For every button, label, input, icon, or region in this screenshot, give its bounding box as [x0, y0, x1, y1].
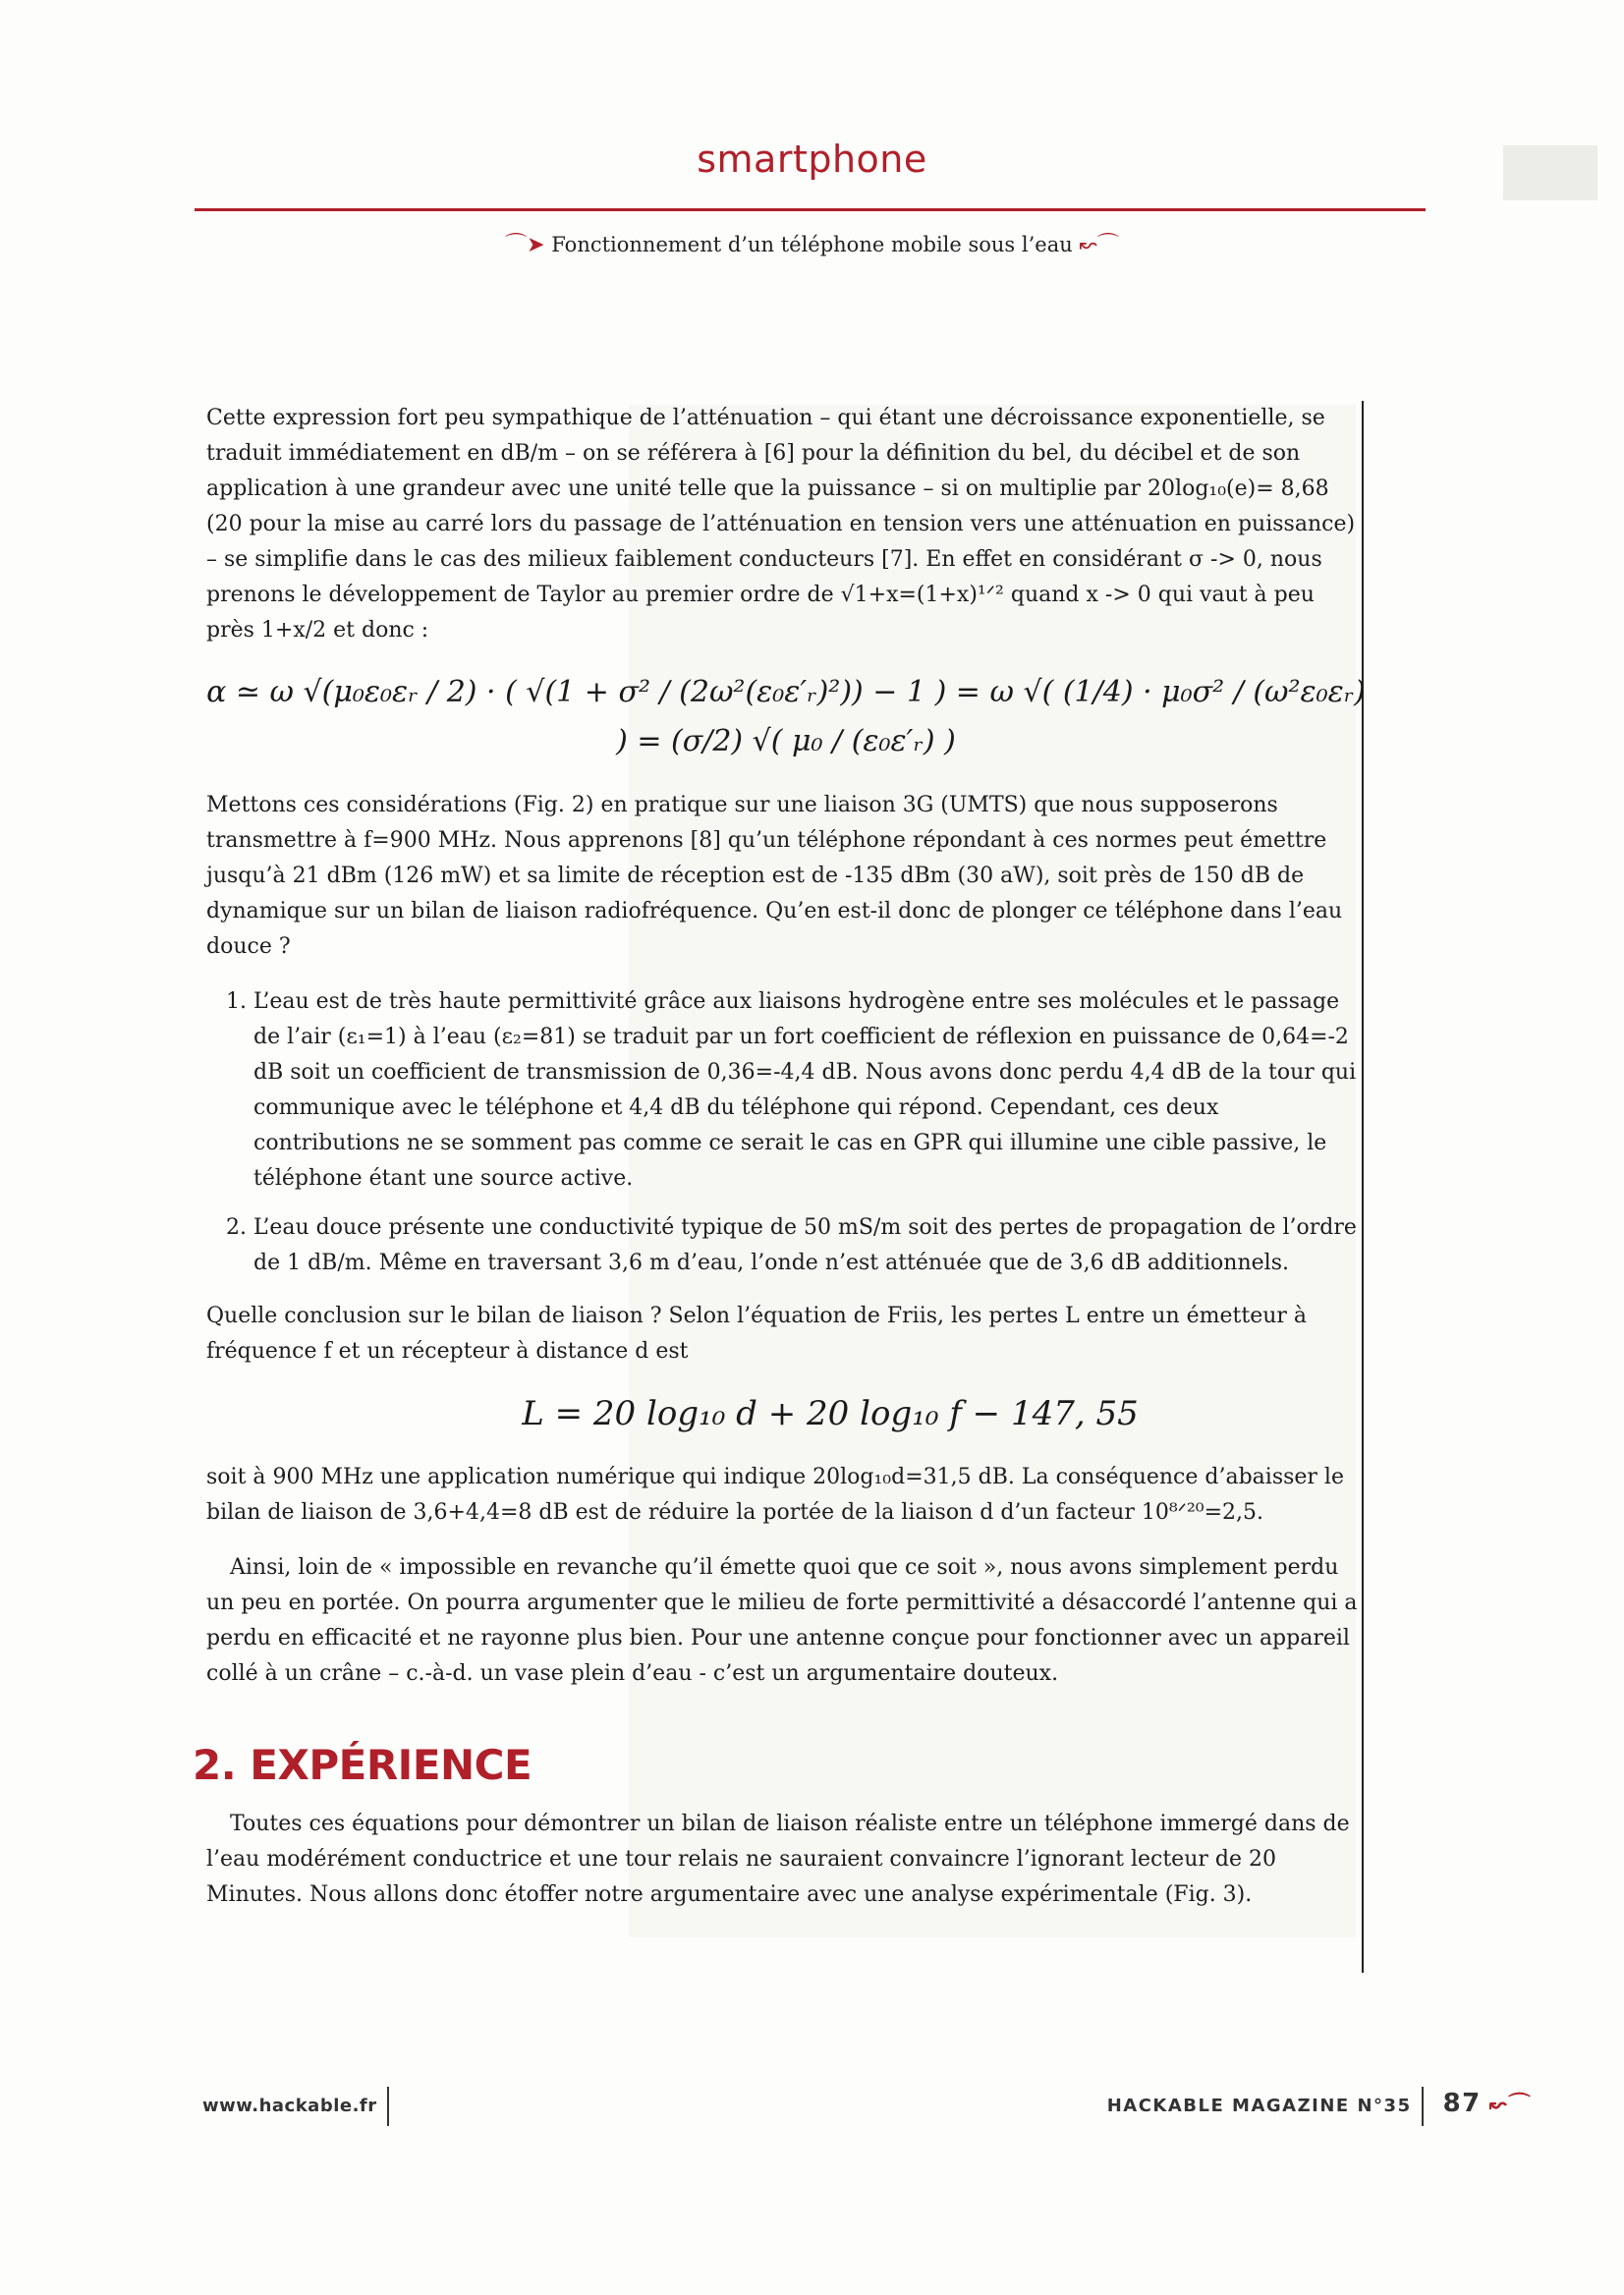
footer-right — [1107, 2087, 1532, 2126]
article-subtitle — [0, 228, 1624, 258]
paragraph: Ainsi, loin de « impossible en revanche qu’il émette quoi que ce soit », nous avons simplement perdu un peu en portée. On pourra argumenter que le milieu de forte permittivité a désaccordé l’antenne qui a perdu en efficacité et ne rayonne plus bien. Pour une antenne conçue pour fonctionner avec un appareil collé à un crâne – c.-à-d. un vase plein d’eau - c’est un argumentaire douteux. — [206, 1555, 1358, 1686]
footer-left — [202, 2087, 399, 2126]
footer-divider — [1422, 2087, 1424, 2126]
magazine-name: HACKABLE MAGAZINE N°35 — [1106, 2096, 1412, 2116]
swirl-footer-icon: ↜⌒ — [1488, 2093, 1532, 2117]
footer-divider — [387, 2087, 389, 2126]
paragraph: Quelle conclusion sur le bilan de liaison ? Selon l’équation de Friis, les pertes L entre un émetteur à fréquence f et un récepteur à distance d est — [206, 1304, 1308, 1364]
section-heading: 2. EXPÉRIENCE — [193, 1741, 532, 1789]
page-number: 87 — [1442, 2089, 1482, 2118]
equation-attenuation: α ≃ ω √(μ₀ε₀εᵣ / 2) · ( √(1 + σ² / (2ω²(ε₀ε′ᵣ)²)) − 1 ) = ω √( (1/4) · μ₀σ² / (ω²ε₀εᵣ) ) = (σ/2) √( μ₀ / (ε₀ε′ᵣ) ) — [206, 675, 1366, 758]
paragraph: soit à 900 MHz une application numérique qui indique 20log₁₀d=31,5 dB. La conséquence d’abaisser le bilan de liaison de 3,6+4,4=8 dB est de réduire la portée de la liaison d d’un facteur 10⁸ᐟ²⁰=2,5. — [206, 1465, 1344, 1525]
swirl-left-icon: ⌒➤ — [505, 233, 545, 257]
section-title: smartphone — [697, 138, 927, 181]
list-item: 2. L’eau douce présente une conductivité typique de 50 mS/m soit des pertes de propagation de l’ordre de 1 dB/m. Même en traversant 3,6 m d’eau, l’onde n’est atténuée que de 3,6 dB additionnels. — [253, 1210, 1366, 1281]
numbered-list — [206, 984, 1366, 1281]
paragraph: Cette expression fort peu sympathique de l’atténuation – qui étant une décroissance exponentielle, se traduit immédiatement en dB/m – on se référera à [6] pour la définition du bel, du décibel et de son application à une grandeur avec une unité telle que la puissance – si on multiplie par 20log₁₀(e)= 8,68 (20 pour la mise au carré lors du passage de l’atténuation en tension vers une atténuation en puissance) – se simplifie dans le cas des milieux faiblement conducteurs [7]. En effet en considérant σ -> 0, nous prenons le développement de Taylor au premier ordre de √1+x=(1+x)¹ᐟ² quand x -> 0 qui vaut à peu près 1+x/2 et donc : — [206, 406, 1356, 643]
equation-friis: L = 20 log₁₀ d + 20 log₁₀ f − 147, 55 — [522, 1394, 1139, 1433]
list-item: 1. L’eau est de très haute permittivité grâce aux liaisons hydrogène entre ses molécules et le passage de l’air (ε₁=1) à l’eau (ε₂=81) se traduit par un fort coefficient de réflexion en puissance de 0,64=-2 dB soit un coefficient de transmission de 0,36=-4,4 dB. Nous avons donc perdu 4,4 dB de la tour qui communique avec le téléphone et 4,4 dB du téléphone qui répond. Cependant, ces deux contributions ne se somment pas comme ce serait le cas en GPR qui illumine une cible passive, le téléphone étant une source active. — [253, 984, 1366, 1197]
header-rule — [195, 208, 1426, 211]
paragraph: Toutes ces équations pour démontrer un bilan de liaison réaliste entre un téléphone immergé dans de l’eau modérément conductrice et une tour relais ne sauraient convaincre l’ignorant lecteur de 20 Minutes. Nous allons donc étoffer notre argumentaire avec une analyse expérimentale (Fig. 3). — [206, 1812, 1350, 1907]
article-body — [193, 401, 1366, 1932]
website-link[interactable]: www.hackable.fr — [202, 2096, 377, 2116]
paragraph: Mettons ces considérations (Fig. 2) en pratique sur une liaison 3G (UMTS) que nous supposerons transmettre à f=900 MHz. Nous apprenons [8] qu’un téléphone répondant à ces normes peut émettre jusqu’à 21 dBm (126 mW) et sa limite de réception est de -135 dBm (30 aW), soit près de 150 dB de dynamique sur un bilan de liaison radiofréquence. Qu’en est-il donc de plonger ce téléphone dans l’eau douce ? — [206, 793, 1343, 959]
subtitle-text: Fonctionnement d’un téléphone mobile sous l’eau — [551, 233, 1073, 256]
swirl-right-icon: ↜⌒ — [1079, 233, 1119, 257]
